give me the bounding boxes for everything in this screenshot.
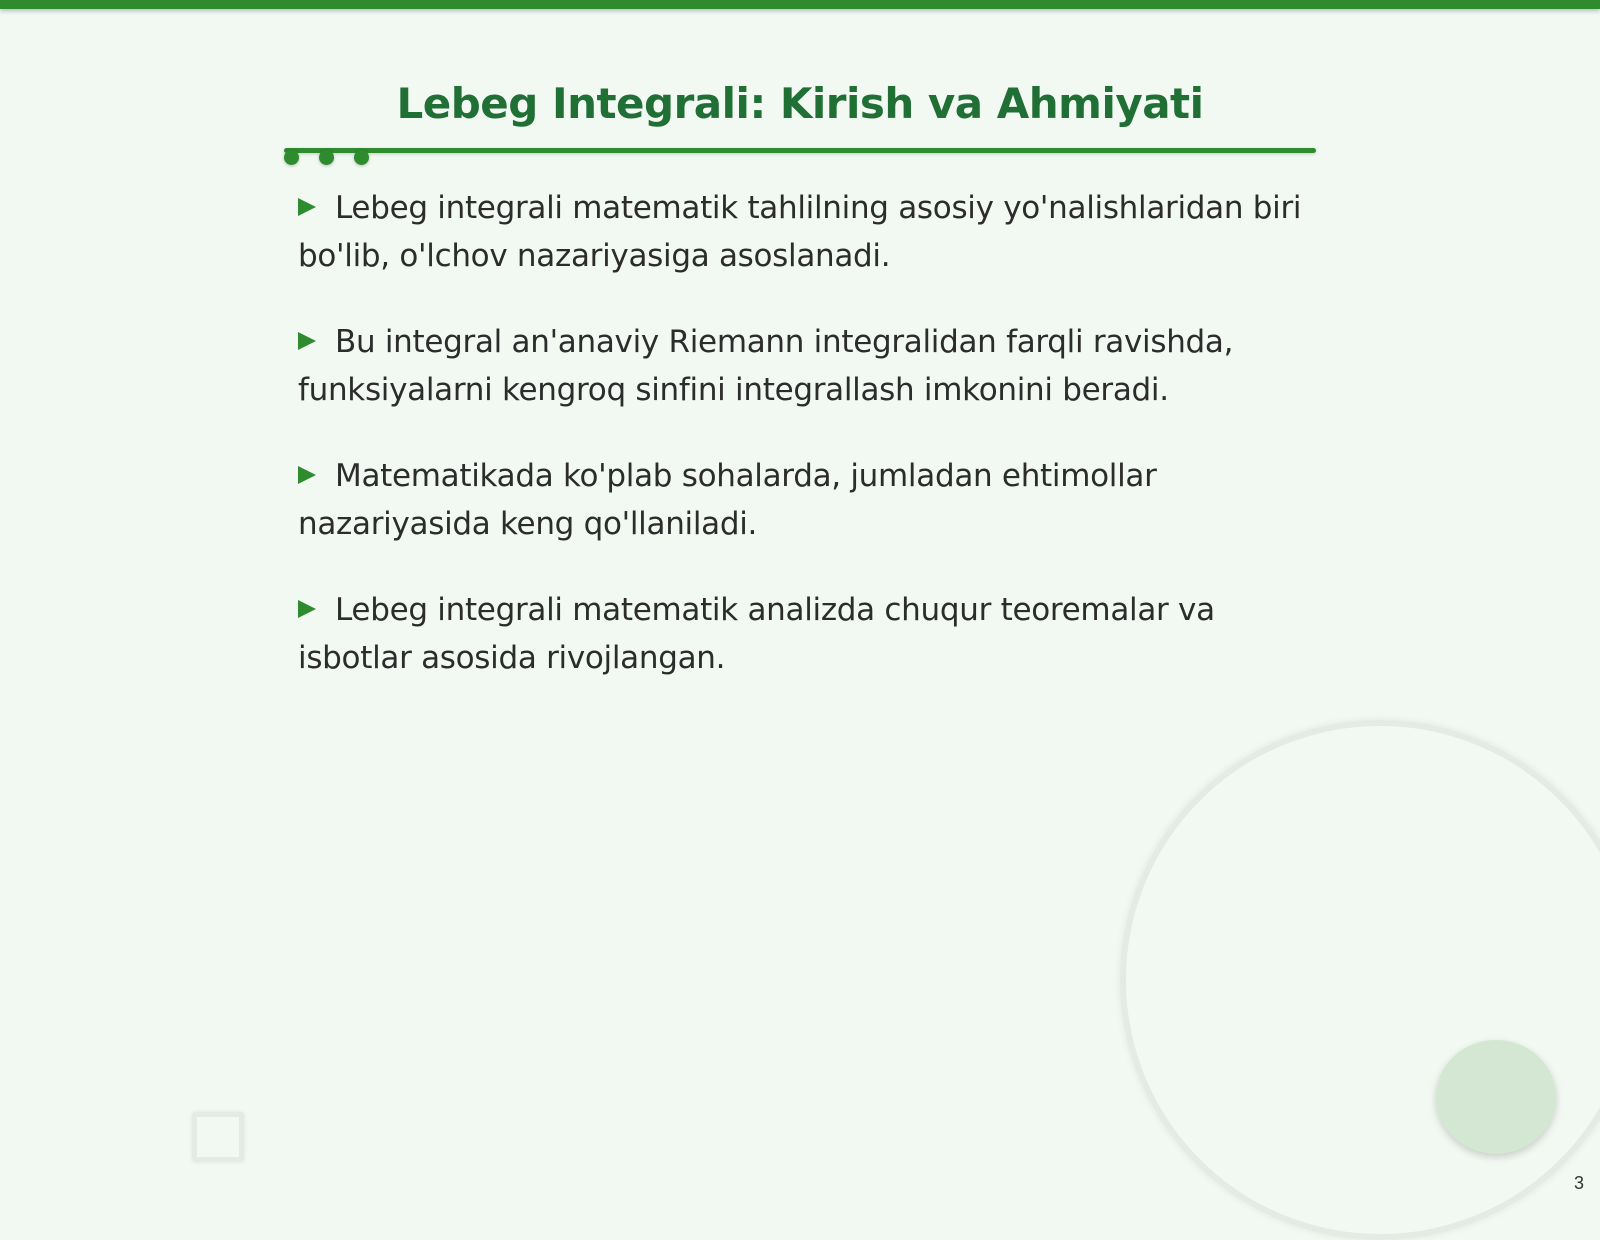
triangle-right-icon bbox=[298, 466, 316, 484]
bullet-item bbox=[298, 184, 1318, 280]
underline-dot bbox=[354, 150, 369, 165]
bullet-text: Lebeg integrali matematik tahlilning asosiy yo'nalishlaridan biri bo'lib, o'lchov nazariyasiga asoslanadi. bbox=[298, 190, 1302, 274]
bullet-list bbox=[298, 184, 1318, 720]
title-underline bbox=[284, 148, 1316, 153]
top-accent-bar bbox=[0, 0, 1600, 9]
decorative-ring bbox=[1120, 720, 1600, 1240]
underline-dot bbox=[319, 150, 334, 165]
bullet-item bbox=[298, 452, 1318, 548]
triangle-right-icon bbox=[298, 600, 316, 618]
bullet-text: Bu integral an'anaviy Riemann integralidan farqli ravishda, funksiyalarni kengroq sinfini integrallash imkonini beradi. bbox=[298, 324, 1234, 408]
triangle-right-icon bbox=[298, 198, 316, 216]
bullet-item bbox=[298, 586, 1318, 682]
bullet-text: Matematikada ko'plab sohalarda, jumladan ehtimollar nazariyasida keng qo'llaniladi. bbox=[298, 458, 1157, 542]
bullet-text: Lebeg integrali matematik analizda chuqur teoremalar va isbotlar asosida rivojlangan. bbox=[298, 592, 1215, 676]
underline-dot bbox=[284, 150, 299, 165]
decorative-square bbox=[192, 1112, 244, 1162]
bullet-item bbox=[298, 318, 1318, 414]
slide-title: Lebeg Integrali: Kirish va Ahmiyati bbox=[396, 79, 1204, 128]
page-number: 3 bbox=[1573, 1173, 1584, 1193]
decorative-disc bbox=[1436, 1040, 1556, 1154]
triangle-right-icon bbox=[298, 332, 316, 350]
